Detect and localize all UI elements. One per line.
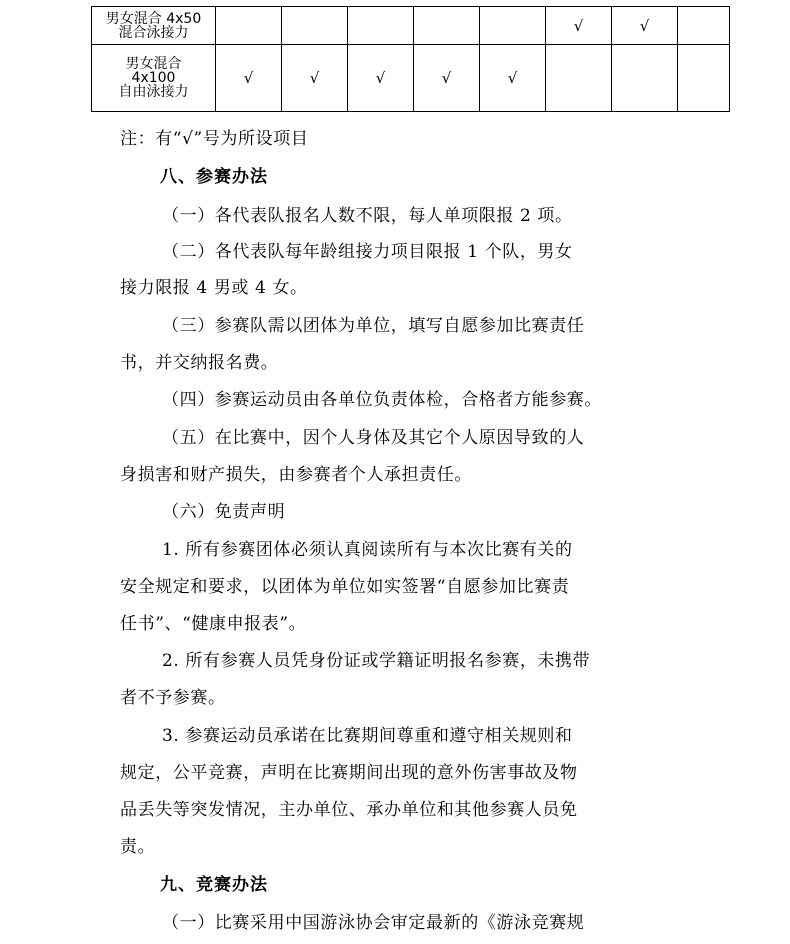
paragraph-line: 2. 所有参赛人员凭身份证或学籍证明报名参赛，未携带 — [162, 651, 591, 671]
events-table — [91, 6, 730, 112]
paragraph-line: 责。 — [120, 837, 156, 857]
paragraph-line: 安全规定和要求，以团体为单位如实签署“自愿参加比赛责 — [120, 577, 570, 597]
check-cell: √ — [480, 45, 546, 112]
paragraph-line: 3. 参赛运动员承诺在比赛期间尊重和遵守相关规则和 — [162, 726, 573, 746]
check-cell — [678, 45, 730, 112]
check-cell: √ — [612, 7, 678, 45]
paragraph-line: 接力限报 4 男或 4 女。 — [120, 278, 308, 298]
check-cell: √ — [282, 45, 348, 112]
paragraph-line: （一）比赛采用中国游泳协会审定最新的《游泳竞赛规 — [162, 913, 585, 933]
check-cell — [480, 7, 546, 45]
event-name-line: 自由泳接力 — [118, 84, 189, 100]
section-heading: 九、竞赛办法 — [160, 875, 268, 895]
event-name-cell — [92, 45, 216, 112]
check-cell — [546, 45, 612, 112]
event-name-line: 男女混合 4x50 — [105, 10, 202, 27]
check-cell — [678, 7, 730, 45]
check-cell — [282, 7, 348, 45]
event-name-line: 男女混合 — [125, 56, 182, 72]
check-cell — [216, 7, 282, 45]
table-row — [92, 7, 730, 45]
paragraph-line: 书，并交纳报名费。 — [120, 353, 279, 373]
paragraph-line: （五）在比赛中，因个人身体及其它个人原因导致的人 — [162, 428, 585, 448]
paragraph-line: 身损害和财产损失，由参赛者个人承担责任。 — [120, 465, 472, 485]
paragraph-line: （三）参赛队需以团体为单位，填写自愿参加比赛责任 — [162, 316, 585, 336]
check-cell: √ — [546, 7, 612, 45]
event-name-cell — [92, 7, 216, 45]
table-note: 注：有“√”号为所设项目 — [120, 129, 309, 149]
check-cell — [612, 45, 678, 112]
paragraph-line: （四）参赛运动员由各单位负责体检，合格者方能参赛。 — [162, 390, 602, 410]
check-cell — [414, 7, 480, 45]
table-row — [92, 45, 730, 112]
paragraph-line: （二）各代表队每年龄组接力项目限报 1 个队，男女 — [162, 242, 573, 262]
paragraph-line: （一）各代表队报名人数不限，每人单项限报 2 项。 — [162, 206, 573, 226]
event-name-line: 混合泳接力 — [118, 24, 189, 41]
paragraph-line: 品丢失等突发情况，主办单位、承办单位和其他参赛人员免 — [120, 800, 578, 820]
paragraph-line: 者不予参赛。 — [120, 688, 226, 708]
check-cell: √ — [216, 45, 282, 112]
section-heading: 八、参赛办法 — [160, 167, 268, 187]
paragraph-line: （六）免责声明 — [162, 502, 286, 522]
paragraph-line: 1. 所有参赛团体必须认真阅读所有与本次比赛有关的 — [162, 540, 573, 560]
event-name-line: 4x100 — [131, 70, 176, 86]
check-cell: √ — [348, 45, 414, 112]
paragraph-line: 规定，公平竞赛，声明在比赛期间出现的意外伤害事故及物 — [120, 763, 578, 783]
check-cell — [348, 7, 414, 45]
paragraph-line: 任书”、“健康申报表”。 — [120, 614, 307, 634]
check-cell: √ — [414, 45, 480, 112]
